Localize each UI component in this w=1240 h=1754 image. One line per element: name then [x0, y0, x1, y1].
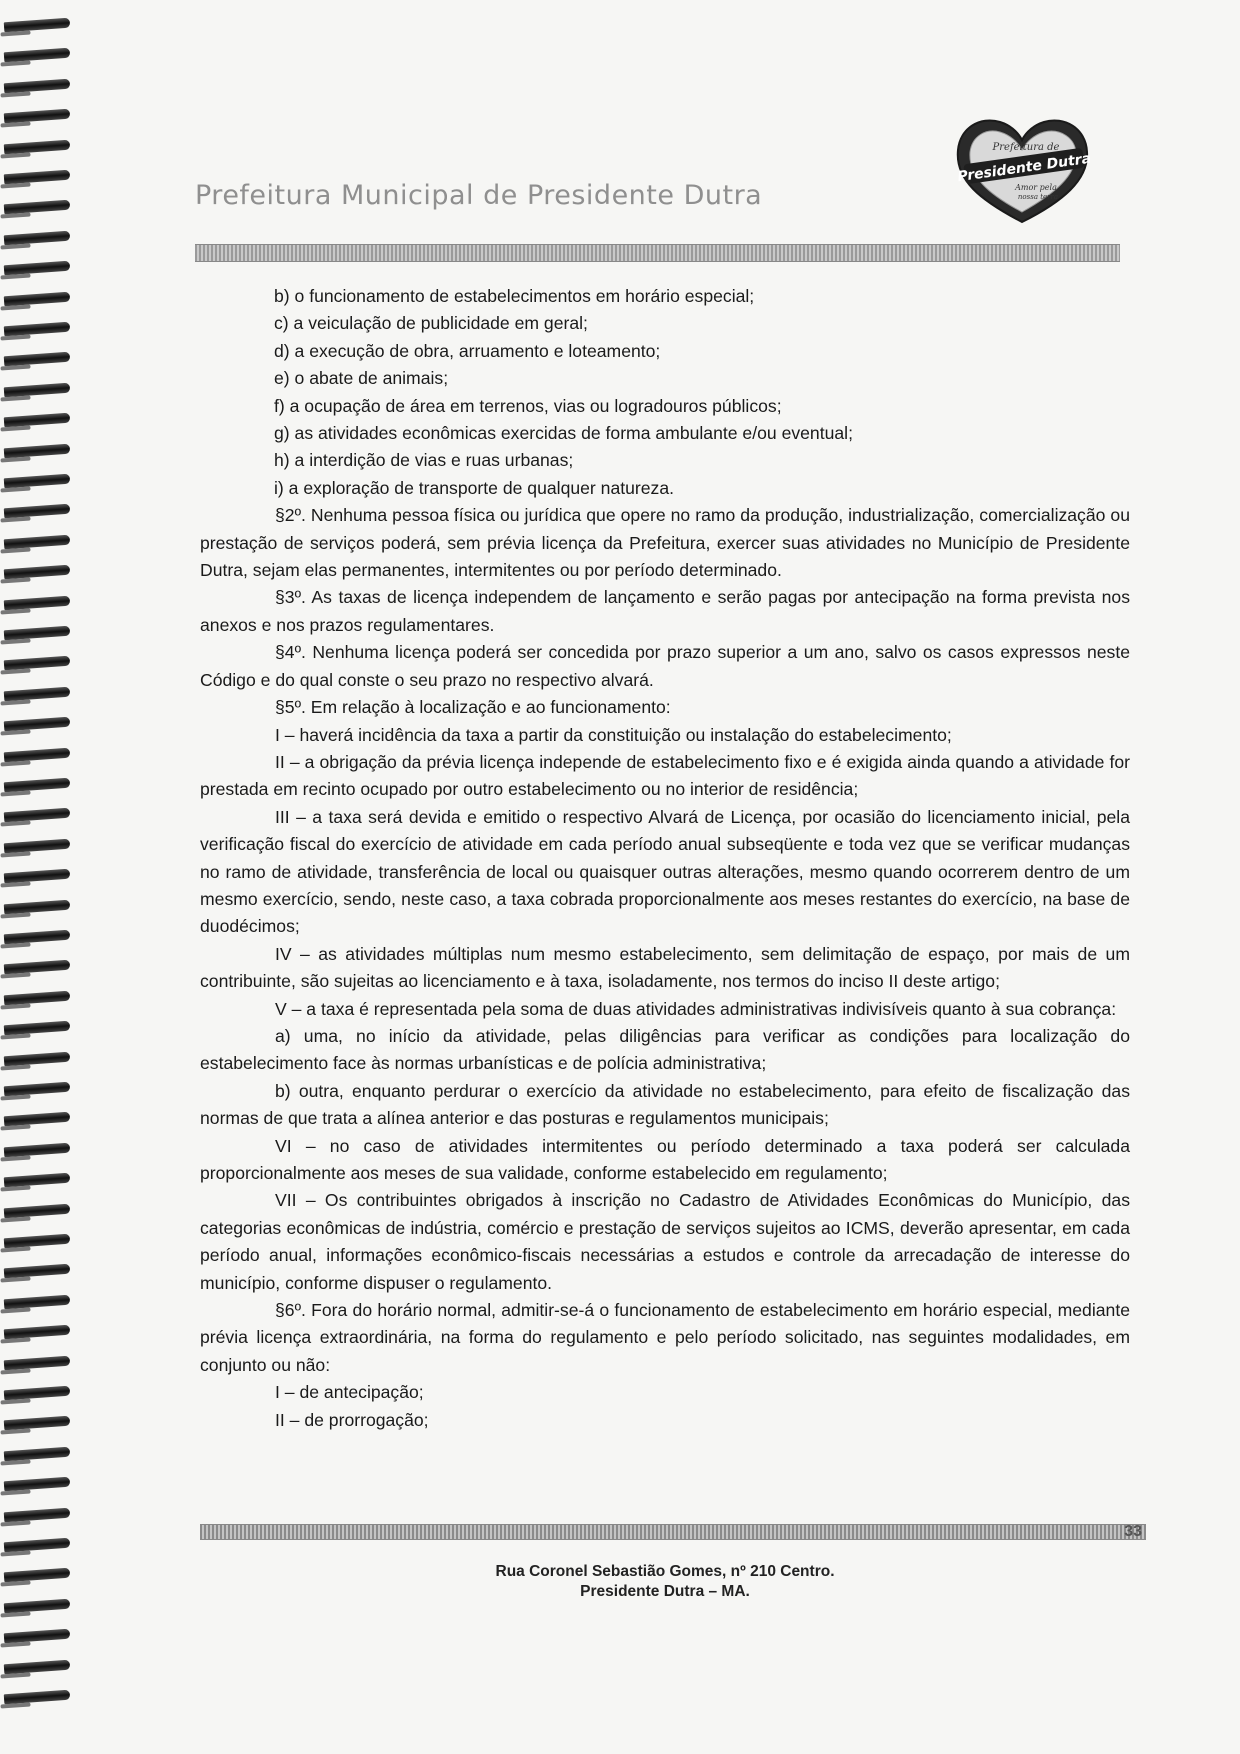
- list-item: i) a exploração de transporte de qualquer natureza.: [274, 477, 675, 498]
- binding-ring: [4, 1355, 71, 1370]
- binding-ring: [4, 139, 71, 154]
- binding-ring: [4, 18, 71, 33]
- binding-ring: [4, 778, 71, 793]
- binding-ring: [4, 1386, 71, 1401]
- binding-ring: [4, 1173, 71, 1188]
- binding-ring: [4, 48, 71, 63]
- binding-ring: [4, 1416, 71, 1431]
- binding-ring: [4, 1538, 71, 1553]
- binding-ring: [4, 1143, 71, 1158]
- binding-ring: [4, 200, 71, 215]
- list-item: h) a interdição de vias e ruas urbanas;: [274, 450, 574, 471]
- list-item: d) a execução de obra, arruamento e loteamento;: [274, 340, 661, 361]
- binding-ring: [4, 1264, 71, 1279]
- paragraph-5-inciso-vii: VII – Os contribuintes obrigados à inscrição no Cadastro de Atividades Econômicas do Município, das categorias econômicas de indústria, comércio e prestação de serviços sujeitos ao ICMS, deverão apresentar, em cada período anual, informações econômico-fiscais necessárias a estudos e controle da arrecadação de interesse do município, conforme dispuser o regulamento.: [200, 1190, 1130, 1293]
- binding-ring: [4, 504, 71, 519]
- binding-ring: [4, 595, 71, 610]
- binding-ring: [4, 1234, 71, 1249]
- binding-ring: [4, 1477, 71, 1492]
- footer-city: Presidente Dutra – MA.: [580, 1583, 750, 1600]
- paragraph-5-alinea-a: a) uma, no início da atividade, pelas diligências para verificar as condições para localização do estabelecimento face às normas urbanísticas e de polícia administrativa;: [200, 1025, 1130, 1074]
- paragraph-5-alinea-b: b) outra, enquanto perdurar o exercício da atividade no estabelecimento, para efeito de fiscalização das normas de que trata a alínea anterior e das posturas e regulamentos municipais;: [200, 1080, 1130, 1129]
- paragraph-5-inciso-iv: IV – as atividades múltiplas num mesmo estabelecimento, sem delimitação de espaço, por mais de um contribuinte, são sujeitas ao licenciamento e à taxa, isoladamente, nos termos do inciso II deste artigo;: [200, 943, 1130, 992]
- paragraph-5-inciso-i: I – haverá incidência da taxa a partir da constituição ou instalação do estabelecimento;: [275, 724, 952, 745]
- footer-address: Rua Coronel Sebastião Gomes, nº 210 Centro.: [495, 1563, 835, 1580]
- binding-ring: [4, 1325, 71, 1340]
- paragraph-6: §6º. Fora do horário normal, admitir-se-á o funcionamento de estabelecimento em horário especial, mediante prévia licença extraordinária, na forma do regulamento e pelo período solicitado, nas seguintes modalidades, em conjunto ou não:: [200, 1300, 1130, 1375]
- binding-ring: [4, 1447, 71, 1462]
- paragraph-5-inciso-vi: VI – no caso de atividades intermitentes ou período determinado a taxa poderá ser calculada proporcionalmente aos meses de sua validade, conforme estabelecido em regulamento;: [200, 1135, 1130, 1183]
- binding-ring: [4, 687, 71, 702]
- paragraph-3: §3º. As taxas de licença independem de lançamento e serão pagas por antecipação na forma prevista nos anexos e nos prazos regulamentares.: [200, 587, 1130, 635]
- binding-ring: [4, 808, 71, 823]
- list-item: f) a ocupação de área em terrenos, vias ou logradouros públicos;: [274, 395, 782, 416]
- list-item: g) as atividades econômicas exercidas de forma ambulante e/ou eventual;: [274, 423, 853, 444]
- paragraph-6-inciso-i: I – de antecipação;: [275, 1382, 424, 1403]
- list-item: e) o abate de animais;: [274, 368, 449, 389]
- list-item: b) o funcionamento de estabelecimentos em horário especial;: [274, 286, 755, 306]
- binding-ring: [4, 565, 71, 580]
- paragraph-5-inciso-ii: II – a obrigação da prévia licença independe de estabelecimento fixo e é exigida ainda quando a atividade for prestada em recinto ocupado por outro estabelecimento ou no interior de residência;: [200, 751, 1130, 800]
- binding-ring: [4, 747, 71, 762]
- binding-ring: [4, 960, 71, 975]
- binding-ring: [4, 1112, 71, 1127]
- document-body: [200, 283, 1130, 1434]
- logo-text-4: nossa terra: [1017, 193, 1059, 201]
- binding-ring: [4, 1203, 71, 1218]
- binding-ring: [4, 352, 71, 367]
- paragraph-4: §4º. Nenhuma licença poderá ser concedida por prazo superior a um ano, salvo os casos expressos neste Código e do qual conste o seu prazo no respectivo alvará.: [200, 642, 1130, 690]
- logo-text-1: Prefeitura de: [992, 142, 1060, 153]
- footer-rule: [200, 1524, 1146, 1540]
- logo-text-2: Presidente Dutra: [956, 150, 1093, 186]
- paragraph-6-inciso-ii: II – de prorrogação;: [275, 1409, 429, 1430]
- binding-ring: [4, 1629, 71, 1644]
- binding-ring: [4, 1690, 71, 1705]
- binding-ring: [4, 535, 71, 550]
- binding-ring: [4, 231, 71, 246]
- paragraph-5-inciso-iii: III – a taxa será devida e emitido o respectivo Alvará de Licença, por ocasião do licenciamento inicial, pela verificação fiscal do exercício de atividade em cada período anual subseqüente e toda vez que se verificar mudanças no ramo de atividade, transferência de local ou quaisquer outras alterações, mesmo quando ocorrerem dentro de um mesmo exercício, sendo, neste caso, a taxa cobrada proporcionalmente aos meses restantes do exercício, na base de duodécimos;: [200, 806, 1130, 937]
- binding-ring: [4, 79, 71, 94]
- municipality-logo: [950, 110, 1095, 225]
- binding-ring: [4, 109, 71, 124]
- binding-ring: [4, 322, 71, 337]
- binding-ring: [4, 656, 71, 671]
- binding-ring: [4, 291, 71, 306]
- binding-ring: [4, 839, 71, 854]
- binding-ring: [4, 261, 71, 276]
- paragraph-5: §5º. Em relação à localização e ao funcionamento:: [275, 697, 671, 718]
- binding-ring: [4, 413, 71, 428]
- binding-ring: [4, 899, 71, 914]
- binding-ring: [4, 474, 71, 489]
- logo-text-3: Amor pela: [1015, 183, 1057, 192]
- binding-ring: [4, 1051, 71, 1066]
- binding-ring: [4, 1082, 71, 1097]
- spiral-binding: [0, 20, 80, 1740]
- binding-ring: [4, 443, 71, 458]
- binding-ring: [4, 1021, 71, 1036]
- page-number: 33: [1124, 1523, 1142, 1540]
- binding-ring: [4, 1507, 71, 1522]
- binding-ring: [4, 991, 71, 1006]
- binding-ring: [4, 1295, 71, 1310]
- paragraph-5-inciso-v: V – a taxa é representada pela soma de duas atividades administrativas indivisíveis quanto à sua cobrança:: [275, 998, 1117, 1019]
- binding-ring: [4, 1659, 71, 1674]
- binding-ring: [4, 626, 71, 641]
- binding-ring: [4, 717, 71, 732]
- binding-ring: [4, 930, 71, 945]
- binding-ring: [4, 869, 71, 884]
- paragraph-2: §2º. Nenhuma pessoa física ou jurídica que opere no ramo da produção, industrialização, comercialização ou prestação de serviços poderá, sem prévia licença da Prefeitura, exercer suas atividades no Município de Presidente Dutra, sejam elas permanentes, intermitentes ou por período determinado.: [200, 505, 1130, 581]
- list-item: c) a veiculação de publicidade em geral;: [274, 313, 588, 334]
- page-footer: [0, 1562, 1240, 1602]
- header-rule: [195, 244, 1120, 262]
- page-header-title: Prefeitura Municipal de Presidente Dutra: [195, 180, 763, 211]
- binding-ring: [4, 170, 71, 185]
- binding-ring: [4, 383, 71, 398]
